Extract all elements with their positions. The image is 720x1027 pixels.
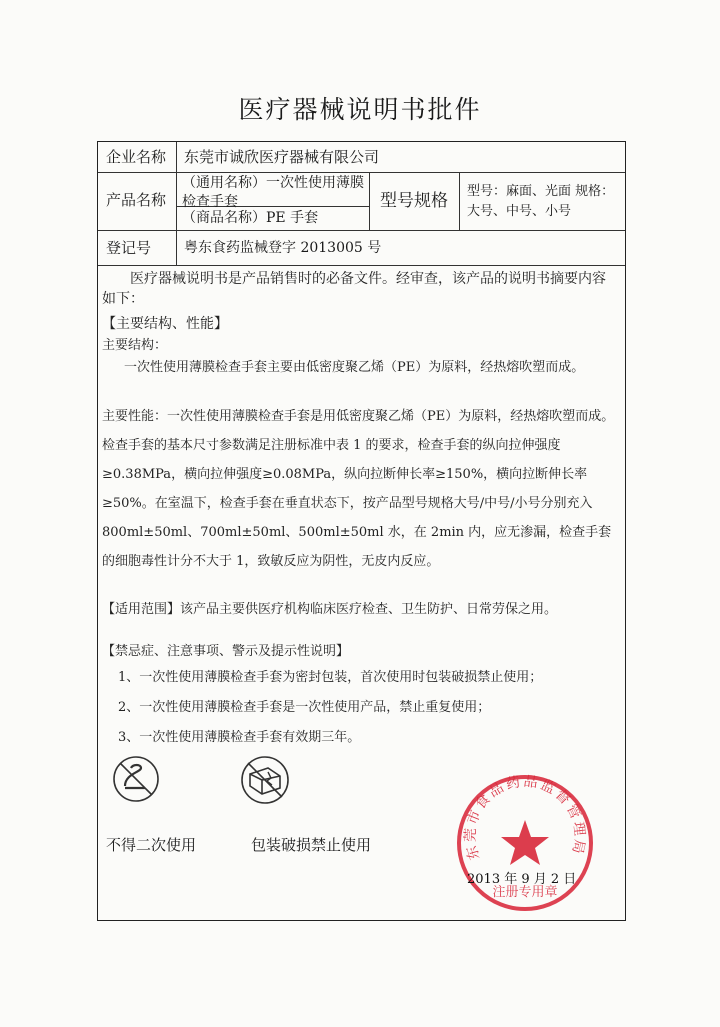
- warning-item: 1、一次性使用薄膜检查手套为密封包装，首次使用时包装破损禁止使用；: [118, 670, 543, 685]
- warning-item: 2、一次性使用薄膜检查手套是一次性使用产品，禁止重复使用；: [118, 700, 491, 715]
- product-common-name: （通用名称）一次性使用薄膜检查手套: [182, 175, 364, 210]
- warning-item: 3、一次性使用薄膜检查手套有效期三年。: [118, 730, 361, 745]
- scope-text: 【适用范围】该产品主要供医疗机构临床医疗检查、卫生防护、日常劳保之用。: [102, 602, 558, 617]
- official-seal: [452, 770, 598, 916]
- performance-text: 主要性能：一次性使用薄膜检查手套是用低密度聚乙烯（PE）为原料，经热熔吹塑而成。检查手套的基本尺寸参数满足注册标准中表 1 的要求，检查手套的纵向拉伸强度≥0.38MPa，横向拉伸强度≥0.08MPa，纵向拉断伸长率≥150%，横向拉断伸长率≥50%。在室温下，检查手套在垂直状态下，按产品型号规格大号/中号/小号分别充入 800ml±50ml、700ml±50ml、500ml±50ml 水，在 2min 内，应无渗漏，检查手套的细胞毒性计分不大于 1，致敏反应为阴性，无皮内反应。: [102, 409, 615, 569]
- registration-label: 登记号: [106, 239, 152, 257]
- intro-text: 医疗器械说明书是产品销售时的必备文件。经审查，该产品的说明书摘要内容如下：: [102, 271, 606, 307]
- registration-value: 粤东食药监械登字 2013005 号: [184, 240, 382, 256]
- do-not-reuse-icon: [111, 754, 161, 804]
- product-trade-name: （商品名称）PE 手套: [182, 210, 319, 226]
- seal-text: 东莞市食品药品监督管理局: [462, 773, 588, 862]
- structure-heading: 【主要结构、性能】: [102, 316, 228, 332]
- model-label: 型号规格: [380, 191, 448, 211]
- approval-date: 2013 年 9 月 2 日: [467, 872, 577, 887]
- model-value: 型号：麻面、光面 规格：大号、中号、小号: [467, 184, 615, 219]
- page-title: 医疗器械说明书批件: [238, 95, 482, 124]
- seal-subtext: 注册专用章: [492, 885, 558, 900]
- warnings-heading: 【禁忌症、注意事项、警示及提示性说明】: [102, 644, 350, 659]
- damaged-package-caption: 包装破损禁止使用: [251, 836, 372, 854]
- structure-label: 主要结构：: [102, 338, 168, 353]
- product-label: 产品名称: [106, 191, 167, 209]
- damaged-package-icon: [238, 754, 292, 806]
- structure-text: 一次性使用薄膜检查手套主要由低密度聚乙烯（PE）为原料，经热熔吹塑而成。: [124, 360, 585, 375]
- company-label: 企业名称: [106, 148, 167, 166]
- do-not-reuse-caption: 不得二次使用: [106, 836, 197, 854]
- company-value: 东莞市诚欣医疗器械有限公司: [184, 148, 380, 166]
